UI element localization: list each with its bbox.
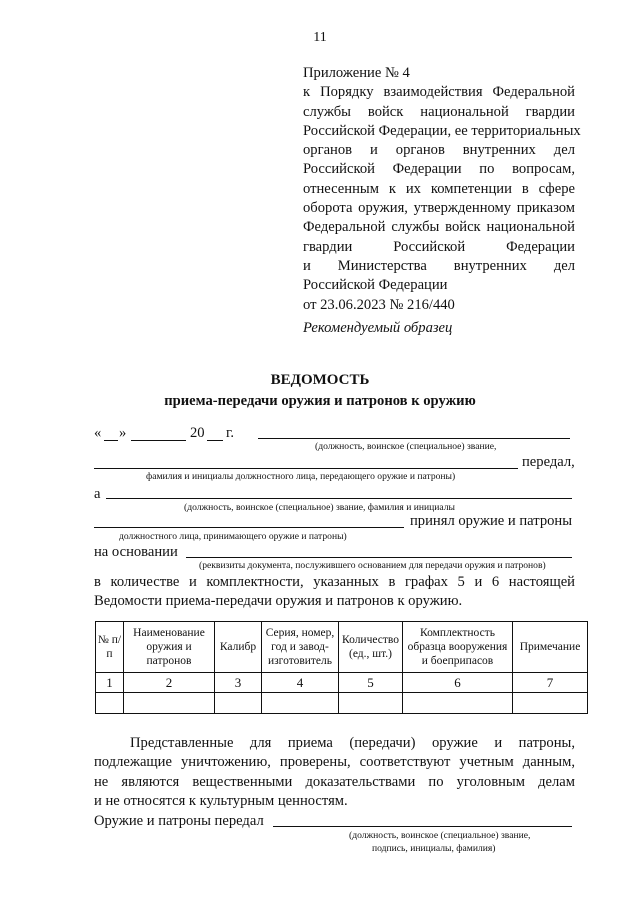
closing-line: не являются вещественными доказательствами по уголовным делам <box>94 773 575 790</box>
table-cell[interactable] <box>96 693 124 714</box>
appendix-line: Российской Федерации по вопросам, <box>303 161 575 178</box>
giver-position-field[interactable] <box>258 438 570 439</box>
signature-field[interactable] <box>273 826 572 827</box>
column-number: 4 <box>262 673 339 693</box>
accepted-label: принял оружие и патроны <box>410 513 573 529</box>
document-subtitle: приема-передачи оружия и патронов к оружию <box>164 393 476 409</box>
closing-line: Представленные для приема (передачи) оружие и патроны, <box>130 735 575 751</box>
column-number: 7 <box>513 673 588 693</box>
giver-name-field[interactable] <box>94 468 518 469</box>
hint-receiver-1: (должность, воинское (специальное) звание, фамилия и инициалы <box>184 502 455 513</box>
appendix-line: Российской Федерации <box>303 277 448 294</box>
appendix-line: от 23.06.2023 № 216/440 <box>303 296 455 313</box>
year-prefix: 20 <box>190 425 205 441</box>
table-cell[interactable] <box>262 693 339 714</box>
appendix-line: Российской Федерации, ее территориальных <box>303 122 581 139</box>
appendix-line: Федеральной службы войск национальной <box>303 219 575 236</box>
appendix-line: службы войск национальной гвардии <box>303 103 575 120</box>
table-cell[interactable] <box>403 693 513 714</box>
table-cell[interactable] <box>215 693 262 714</box>
appendix-line: отнесенным к их компетенции в сфере <box>303 180 575 197</box>
signature-hint-2: подпись, инициалы, фамилия) <box>372 843 496 854</box>
statement-line: Ведомости приема-передачи оружия и патронов к оружию. <box>94 593 463 610</box>
column-number: 3 <box>215 673 262 693</box>
appendix-line: оборота оружия, утвержденному приказом <box>303 200 575 217</box>
table-cell[interactable] <box>124 693 215 714</box>
column-header: Наименование оружия и патронов <box>124 622 215 673</box>
date-close-quote: » <box>119 425 127 441</box>
hint-position-rank: (должность, воинское (специальное) звание, <box>315 441 497 452</box>
and-letter: а <box>94 486 101 502</box>
signature-hint-1: (должность, воинское (специальное) звание, <box>349 830 531 841</box>
table-cell[interactable] <box>513 693 588 714</box>
month-field[interactable] <box>131 440 186 441</box>
receiver-name-field[interactable] <box>94 527 404 528</box>
transfer-table <box>95 621 588 714</box>
table-row <box>96 693 588 714</box>
column-number: 5 <box>339 673 403 693</box>
basis-field[interactable] <box>186 557 572 558</box>
column-header: Количество (ед., шт.) <box>339 622 403 673</box>
basis-label: на основании <box>94 544 178 560</box>
appendix-heading: Приложение № 4 <box>303 65 410 81</box>
appendix-block <box>303 64 581 315</box>
year-suffix: г. <box>226 425 234 441</box>
signature-label: Оружие и патроны передал <box>94 813 264 829</box>
day-field[interactable] <box>104 440 118 441</box>
column-number: 2 <box>124 673 215 693</box>
closing-line: подлежащие уничтожению, проверены, соответствуют учетным данным, <box>94 754 575 771</box>
transfers-label: передал, <box>522 454 575 470</box>
hint-receiver-2: должностного лица, принимающего оружие и патроны) <box>119 531 347 542</box>
page-number: 11 <box>313 30 327 45</box>
receiver-position-field[interactable] <box>106 498 572 499</box>
statement-paragraph <box>94 573 575 612</box>
column-number-row <box>96 673 588 693</box>
column-header: Комплектность образца вооружения и боеприпасов <box>403 622 513 673</box>
appendix-line: к Порядку взаимодействия Федеральной <box>303 84 575 101</box>
date-open-quote: « <box>94 425 102 441</box>
hint-basis: (реквизиты документа, послужившего основанием для передачи оружия и патронов) <box>199 560 546 571</box>
column-header: Калибр <box>215 622 262 673</box>
hint-giver-name: фамилия и инициалы должностного лица, передающего оружие и патроны) <box>146 471 456 482</box>
closing-line: и не относятся к культурным ценностям. <box>94 792 348 809</box>
appendix-line: органов и органов внутренних дел <box>303 142 575 159</box>
document-title: ВЕДОМОСТЬ <box>270 372 370 388</box>
column-header: Примечание <box>513 622 588 673</box>
appendix-line: и Министерства внутренних дел <box>303 257 575 274</box>
column-number: 1 <box>96 673 124 693</box>
sample-label: Рекомендуемый образец <box>303 320 453 336</box>
closing-paragraph <box>94 734 575 811</box>
column-header: Серия, номер, год и завод-изготовитель <box>262 622 339 673</box>
year-field[interactable] <box>207 440 223 441</box>
column-header: № п/п <box>96 622 124 673</box>
table-cell[interactable] <box>339 693 403 714</box>
appendix-line: гвардии Российской Федерации <box>303 238 575 255</box>
column-number: 6 <box>403 673 513 693</box>
table-header-row <box>96 622 588 673</box>
statement-line: в количестве и комплектности, указанных в графах 5 и 6 настоящей <box>94 574 575 590</box>
